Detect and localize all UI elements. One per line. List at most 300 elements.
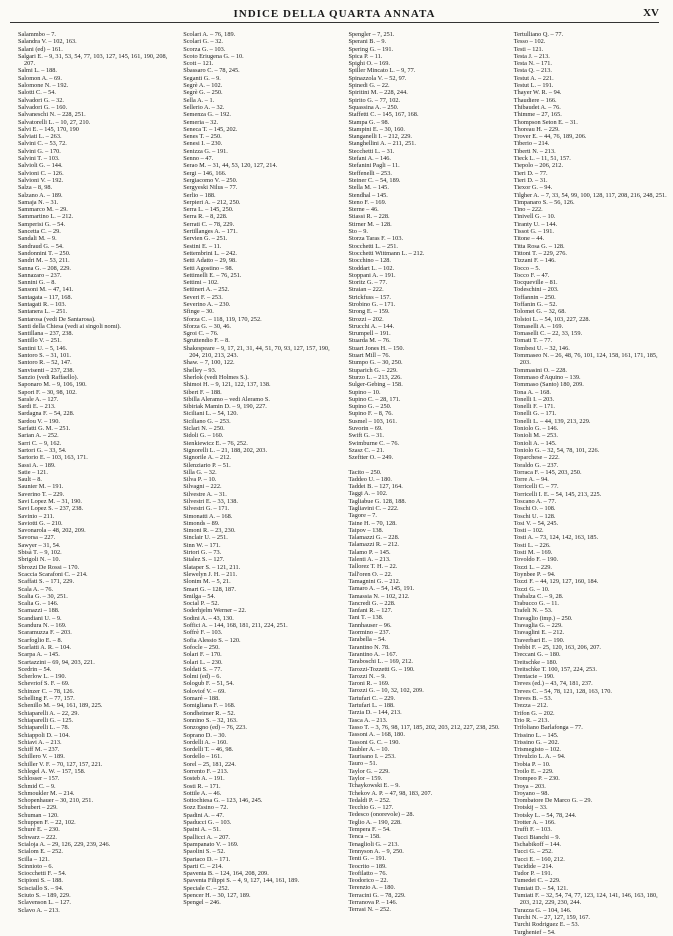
index-entry: Tumiati F. – 32, 54, 74, 77, 123, 124, 141, 146, 163, 180, 203, 212, 229, 230, 244. <box>513 892 658 907</box>
index-entry: Serao M. – 31, 44, 53, 120, 127, 214. <box>183 162 278 170</box>
index-entry: Silva P. – 10. <box>183 476 217 484</box>
index-entry: Santanera L. – 251. <box>18 308 68 316</box>
index-entry: Stendhal – 145. <box>348 191 388 199</box>
index-entry: Sforza G. – 30, 46. <box>183 322 231 330</box>
index-entry: Strobino G. – 171. <box>348 300 396 308</box>
index-entry: Stefanini Pagli – 11. <box>348 162 400 170</box>
index-entry: Testa J. – 213. <box>513 52 550 60</box>
index-entry: Scisciallo S. – 94. <box>18 884 64 892</box>
index-entry: Schelling F. – 77, 157. <box>18 695 75 703</box>
index-entry: Tizzani F. – 146. <box>513 257 556 265</box>
index-entry: Spighi O. – 169. <box>348 60 390 68</box>
index-entry: Tiberio – 214. <box>513 140 550 148</box>
index-entry: Stampini E. – 30, 160. <box>348 125 405 133</box>
index-entry: Testa Q. – 213. <box>513 67 552 75</box>
index-entry: Sancetta C. – 29. <box>18 228 61 236</box>
index-entry: Sozz Essino – 72. <box>183 804 229 812</box>
index-entry: Tenca – 158. <box>348 833 381 841</box>
index-entry: Sologub F. – 51, 54. <box>183 680 235 688</box>
index-entry: Tozzi F. – 44, 129, 127, 160, 184. <box>513 578 599 586</box>
index-entry: Sperani B. – 9. <box>348 38 387 46</box>
index-entry: Tancredi G. – 228. <box>348 599 396 607</box>
index-entry: Thoreau H. – 229. <box>513 125 560 133</box>
index-entry: Straian – 222. <box>348 286 384 294</box>
index-entry: Scedrin – 54. <box>18 665 52 673</box>
index-entry: Trissino G. – 202. <box>513 738 560 746</box>
index-entry: Somaré – 188. <box>183 695 220 703</box>
index-entry: Tommasini O. – 228. <box>513 366 568 374</box>
index-entry: Tonelli L. – 44, 139, 213, 229. <box>513 417 591 425</box>
index-entry: Tucci Bianchi – 9. <box>513 833 561 841</box>
index-entry: Scaffati S. – 171, 229. <box>18 578 75 586</box>
index-entry: Scolari A. – 76, 189. <box>183 31 236 38</box>
index-entry: Sanvisenti – 237, 238. <box>18 366 75 374</box>
index-entry: Santoro S. – 31, 101. <box>18 352 72 360</box>
index-entry: Sardou V. – 190. <box>18 417 60 425</box>
index-entry: Tannhauser – 96. <box>348 621 392 629</box>
page-title: INDICE DELLA QUARTA ANNATA <box>233 8 436 20</box>
index-entry: Sarale A. – 127. <box>18 395 59 403</box>
index-entry: Soffici A. – 144, 168, 181, 211, 224, 251. <box>183 622 288 630</box>
index-entry: Susmel – 103, 161. <box>348 417 397 425</box>
index-entry: Salvatorelli L. – 10, 27, 210. <box>18 118 91 126</box>
index-entry: Tolstoi L. – 54, 103, 227, 228. <box>513 315 591 323</box>
index-entry: Seganti G. – 9. <box>183 74 221 82</box>
index-entry: Signorelli L. – 21, 188, 202, 203. <box>183 446 268 454</box>
index-entry: Taine H. – 70, 128. <box>348 519 397 527</box>
index-entry: Strickfuss – 157. <box>348 293 392 301</box>
index-entry: Tucci G. – 252. <box>513 848 553 856</box>
index-entry: Shelley – 93. <box>183 366 217 374</box>
index-entry: Tagliavini C. – 222. <box>348 505 399 512</box>
index-entry: Simonatti A. – 168. <box>183 512 233 520</box>
index-entry: Sturzo L. – 213, 226. <box>348 373 402 381</box>
index-entry: Torraca F. – 145, 203, 250. <box>513 468 582 476</box>
index-entry: Torricelli I. E. – 54, 145, 213, 225. <box>513 490 602 498</box>
index-entry: Samperisi G. – 54. <box>18 220 66 228</box>
index-entry: Trebbi F. – 25, 120, 163, 206, 207. <box>513 643 602 651</box>
index-entry: Terenzio A. – 180. <box>348 884 396 892</box>
index-entry: Tocco – 5. <box>513 264 541 272</box>
index-entry: Spirito G. – 77, 102. <box>348 96 401 104</box>
index-entry: Sciocchetti F. – 54. <box>18 870 67 878</box>
index-entry: Trotter A. – 166. <box>513 819 556 827</box>
index-entry: Servien G. – 251. <box>183 235 228 243</box>
index-entry: Simonds – 89. <box>183 519 220 527</box>
index-entry: Sciuto S. – 189, 229. <box>18 892 71 900</box>
index-entry: Salani (ed) – 161. <box>18 45 63 53</box>
index-entry: Tosti – 102. <box>513 527 544 535</box>
index-entry: Scala A. – 76. <box>18 585 54 593</box>
index-entry: Sorel – 25, 181, 224. <box>183 760 236 768</box>
index-entry: Scott – 121. <box>183 60 214 68</box>
index-entry: Scalia G. – 30, 251. <box>18 592 68 600</box>
index-entry: Stoppani A. – 191. <box>348 271 396 279</box>
index-entry: Scorza G. – 103. <box>183 45 226 53</box>
index-entry: Stumpo G. – 30, 250. <box>348 359 403 367</box>
index-entry: Spaini A. – 51. <box>183 826 221 834</box>
index-entry: Tarabella – 54. <box>348 636 386 644</box>
index-entry: Schiaparelli L. – 78. <box>18 724 70 732</box>
index-entry: Schiappoli D. – 104. <box>18 731 70 739</box>
index-entry: Schiavi A. – 213. <box>18 738 62 746</box>
index-entry: Tchaykowski E. – 9. <box>348 782 401 790</box>
index-entry: Tocco F. – 47. <box>513 271 550 279</box>
index-entry: Stuart Mill – 76. <box>348 352 391 360</box>
index-entry: Sclavo A. – 213. <box>18 906 60 914</box>
index-entry: Supino F. – 8, 76. <box>348 410 393 418</box>
index-entry: Tedaldi P. – 252. <box>348 796 391 804</box>
index-entry: Spartaco D. – 171. <box>183 855 231 863</box>
index-entry: Thibaudet A. – 76. <box>513 103 561 111</box>
index-entry: Tassoni G. C. – 190. <box>348 738 401 746</box>
index-entry: Scalia G. – 146. <box>18 600 59 608</box>
index-entry: Sannazaro – 237. <box>18 271 62 279</box>
index-entry: Tosti L. – 226. <box>513 541 551 549</box>
index-entry: Sparti C. – 214. <box>183 862 223 870</box>
index-entry: Stoddart L. – 102. <box>348 264 395 272</box>
index-entry: Stirner M. – 128. <box>348 220 392 228</box>
index-entry: Sammarco M. – 29. <box>18 206 68 214</box>
index-entry: Strozzi – 202. <box>348 315 384 323</box>
index-entry: Terracini G. – 78, 229. <box>348 891 406 899</box>
index-entry: Siciliani L. – 54, 120. <box>183 410 238 418</box>
index-entry: Tesso – 102. <box>513 38 546 46</box>
index-entry: Samaja N. – 31. <box>18 198 59 206</box>
index-entry: Sertillanges A. – 171. <box>183 228 238 236</box>
index-entry: Tissot G. – 191. <box>513 228 554 236</box>
index-entry: Traverbari E. – 190. <box>513 636 565 644</box>
index-entry: Sansoni M. – 47, 141. <box>18 286 74 294</box>
index-entry: Savi Lopez S. – 237, 238. <box>18 505 84 513</box>
index-entry: Sottile A. – 46. <box>183 789 222 797</box>
index-entry: Sawyer – 31, 54. <box>18 541 61 549</box>
index-entry: Stampa G. – 98. <box>348 118 390 126</box>
index-entry: Toynbee P. – 94. <box>513 570 556 578</box>
index-entry: Santagata – 117, 168. <box>18 293 73 301</box>
index-entry: Scilla – 121. <box>18 855 50 863</box>
index-entry: Tallorez T. H. – 22. <box>348 563 398 571</box>
index-entry: Stiassi R. – 228. <box>348 213 390 221</box>
index-entry: Tarozzi N. – 9. <box>348 672 387 680</box>
index-entry: Stella M. – 145. <box>348 184 389 192</box>
index-entry: Scarpa A. – 145. <box>18 651 60 659</box>
index-entry: Tomaselli A. – 169. <box>513 322 564 330</box>
index-entry: Supino G. – 250. <box>348 403 392 411</box>
index-entry: Toraldo G. – 237. <box>513 461 559 469</box>
index-entry: Schillero V. – 189. <box>18 753 65 761</box>
index-entry: Soldati S. – 77. <box>183 665 222 673</box>
index-entry: Soprano D. – 30. <box>183 731 227 739</box>
index-entry: Tudor P. – 191. <box>513 870 553 878</box>
index-entry: Tosi V. – 54, 245. <box>513 519 559 527</box>
index-entry: Social P. – 52. <box>183 600 220 608</box>
index-entry: Sterne – 46. <box>348 206 379 214</box>
index-entry: Schopenhauer – 30, 210, 251. <box>18 797 94 805</box>
index-entry: Tiepolo – 206, 212. <box>513 162 564 170</box>
index-entry: Scamazzi – 188. <box>18 607 60 615</box>
index-entry: Tarzia D. – 144, 213. <box>348 709 402 717</box>
index-entry: Trafeli N. – 53. <box>513 607 553 615</box>
index-entry: Sgruttendio F. – 8. <box>183 337 230 345</box>
index-entry: Santi della Chiesa (vedi ai singoli nomi). <box>18 322 122 330</box>
index-entry: Tartufari C. – 229. <box>348 694 396 702</box>
index-entry: Solari F. – 170. <box>183 651 222 659</box>
index-entry: Tonioli A. – 145. <box>513 439 557 447</box>
index-entry: Testut A. – 221. <box>513 74 554 82</box>
index-entry: Sibiriak Mamin D. – 9, 190, 227. <box>183 403 267 411</box>
index-entry: Schwarz – 222. <box>18 833 57 841</box>
index-entry: Shaw. – 7, 100, 122. <box>183 359 235 367</box>
index-entry: Scinnioto – 6. <box>18 862 54 870</box>
index-entry: Saviotti G. – 210. <box>18 519 63 527</box>
index-entry: Salomon A. – 69. <box>18 74 62 82</box>
index-entry: Scarfoglio E. – 8. <box>18 636 63 644</box>
index-entry: Schinzer C. – 78, 126. <box>18 687 75 695</box>
index-entry: Sassi A. – 189. <box>18 461 56 469</box>
index-entry: Smart G. – 128, 187. <box>183 585 236 593</box>
index-entry: Talamazzi G. – 228. <box>348 534 400 542</box>
index-entry: Slataper S. – 121, 211. <box>183 563 241 571</box>
index-entry: Travaglio (imp.) – 250. <box>513 614 573 622</box>
index-entry: Spengel – 246. <box>183 899 221 907</box>
index-entry: Supino – 10. <box>348 388 381 396</box>
index-entry: Tenaglioli G. – 213. <box>348 840 399 848</box>
index-entry: Schuman – 120. <box>18 811 59 819</box>
index-entry: Spallicci A. – 207. <box>183 833 230 841</box>
index-entry: Tecchio G. – 127. <box>348 804 394 812</box>
index-entry: Tarantino N. 78. <box>348 643 390 651</box>
index-entry: Salvioli G. – 144. <box>18 162 63 170</box>
index-entry: Settineri A. – 252. <box>183 286 230 294</box>
index-entry: Santagati R. – 103. <box>18 300 67 308</box>
index-entry: Tomati T. – 77. <box>513 337 553 345</box>
index-entry: Sergi – 146, 166. <box>183 169 227 177</box>
index-entry: Sitalez S. – 127. <box>183 556 225 564</box>
index-entry: Titta Rosa G. – 128. <box>513 242 565 250</box>
index-entry: Tinivell G. – 10. <box>513 213 556 221</box>
index-entry: Sto – 9. <box>348 228 368 236</box>
index-entry: Toniolo G. – 32, 54, 78, 101, 226. <box>513 446 600 454</box>
index-entry: Soloviof V. – 69. <box>183 687 226 695</box>
index-entry: Toscano A. – 77. <box>513 498 557 505</box>
index-entry: Swift G. – 31. <box>348 432 385 440</box>
index-entry: Sherlok (vedi Holmes S.). <box>183 373 249 381</box>
index-entry: Stuparich G. – 229. <box>348 366 398 374</box>
index-entry: Tolomei G. – 32, 68. <box>513 308 566 316</box>
index-entry: Trompeo P. – 230. <box>513 775 560 783</box>
index-entry: Testa N. – 171. <box>513 60 552 68</box>
index-entry: Staffetti C. – 145, 167, 168. <box>348 111 419 119</box>
index-entry: Trio R. – 213. <box>513 716 550 724</box>
index-entry: Serrati C. – 78, 229. <box>183 220 235 228</box>
index-entry: Schiff M. – 237. <box>18 746 60 754</box>
index-entry: Sandri M. – 53, 211. <box>18 257 70 265</box>
index-entry: Silvestri G. – 171. <box>183 505 230 513</box>
index-entry: Tiranty U. – 144. <box>513 220 558 228</box>
index-entry: Scaramuzza F. – 203. <box>18 629 72 637</box>
index-entry: Setti Adatto – 29, 98. <box>183 257 237 265</box>
index-entry: Serpieri A. – 212, 250. <box>183 198 241 206</box>
index-entry: Stecchetti L. – 31. <box>348 147 395 155</box>
index-entry: Tucidide – 214. <box>513 862 554 870</box>
index-entry: Settimelli E. – 76, 251. <box>183 271 242 279</box>
index-entry: Settembrini L. – 242. <box>183 249 237 257</box>
index-entry: Sandali M. – 9. <box>18 235 57 243</box>
index-entry: Seneca T. – 145, 202. <box>183 125 238 133</box>
index-entry: Signorile A. – 212. <box>183 454 232 462</box>
index-entry: Scartazzini – 69, 94, 203, 221. <box>18 658 95 666</box>
index-entry: Tartufari L. – 188. <box>348 702 395 710</box>
index-entry: Steno F. – 169. <box>348 198 387 206</box>
index-entry: Treves C. – 54, 78, 121, 128, 163, 170. <box>513 687 612 695</box>
index-entry: Sordelli T. – 46, 98. <box>183 746 234 754</box>
index-entry: Tedesco (onorevole) – 28. <box>348 811 415 819</box>
index-entry: Senizza G. – 191. <box>183 147 228 155</box>
index-entry: Sonnino S. – 32, 163. <box>183 716 238 724</box>
index-entry: Santillo V. – 251. <box>18 337 62 345</box>
index-entry: Schuppen F. – 22, 102. <box>18 819 76 827</box>
index-entry: Treves B. – 53. <box>513 695 553 703</box>
index-entry: Siciliano G. – 253. <box>183 417 231 425</box>
index-entry: Sgroi C. – 76. <box>183 330 219 338</box>
index-entry: Trombatore De Marco G. – 29. <box>513 797 593 805</box>
index-entry: Tilgher A. – 7, 33, 54, 99, 100, 128, 117, 208, 216, 248, 251. <box>513 191 667 199</box>
index-entry: Tarantino A. – 167. <box>348 650 398 658</box>
index-entry: Steiner C. – 54, 189. <box>348 176 401 184</box>
index-entry: Sarfatti G. M. – 251. <box>18 425 71 433</box>
index-entry: Sibert F. – 188. <box>183 388 222 396</box>
page-number: XV <box>643 7 659 19</box>
index-entry: Scarlatti A. R. – 104. <box>18 643 71 651</box>
index-entry: Senno – 47. <box>183 155 214 163</box>
index-entry: Solmi (ed) – 6. <box>183 673 222 681</box>
index-entry: Sofocle – 250. <box>183 643 220 651</box>
index-entry: Salzano A. – 189. <box>18 191 63 199</box>
index-entry: Sartori G. – 33, 54. <box>18 446 67 454</box>
index-entry: Savi Lopez M. – 31, 190. <box>18 498 83 505</box>
index-entry: Tommaseo N. – 26, 48, 76, 101, 124, 158, 161, 171, 185, 203. <box>513 352 658 367</box>
index-entry: Schlegel A. W. – 157, 158. <box>18 767 86 775</box>
index-entry: Tomaselli C. – 22, 33, 159. <box>513 330 583 338</box>
index-entry: Scherlow L. – 190. <box>18 673 67 681</box>
index-entry: Slewelyn J. H. – 211. <box>183 570 238 578</box>
index-entry: Spinedi G. – 22. <box>348 82 390 90</box>
index-entry: Sandonnini T. – 250. <box>18 249 71 257</box>
index-entry: Trover E. – 44, 76, 189, 206. <box>513 133 587 141</box>
index-entry: Talamazzi R. – 212. <box>348 541 399 549</box>
index-entry: Thayer W. R. – 94. <box>513 89 562 97</box>
index-entry: Sulger-Gebing – 158. <box>348 381 403 389</box>
index-column-3 <box>348 31 502 914</box>
index-entry: Salvadori G. – 160. <box>18 103 68 111</box>
index-entry: Settimi – 102. <box>183 279 219 287</box>
index-entry: Szeftter O. – 249. <box>348 454 394 462</box>
index-entry: Thompson Seton E. – 31. <box>513 118 578 126</box>
index-entry: Trabalza C. – 9, 28. <box>513 592 564 600</box>
index-entry: Talenti A. – 213. <box>348 556 391 564</box>
index-entry: Shimoi H. – 9, 121, 122, 137, 138. <box>183 381 271 389</box>
index-entry: Thimme – 27, 165. <box>513 111 562 119</box>
index-entry: Timpanaro S. – 56, 126. <box>513 198 575 206</box>
index-entry: Strumpell – 191. <box>348 330 391 338</box>
index-entry: Sergiacomo V. – 250. <box>183 176 238 184</box>
index-entry: Salza – 8, 98. <box>18 184 53 192</box>
index-entry: Stuarda M. – 76. <box>348 337 391 345</box>
index-entry: Tovoldo F. – 190. <box>513 556 559 564</box>
index-entry: Saponaro M. – 9, 106, 190. <box>18 381 87 389</box>
index-entry: Troya – 203. <box>513 782 546 790</box>
index-entry: Spaventa B. – 124, 164, 208, 209. <box>183 870 269 878</box>
index-entry: Trotsky L. – 54, 78, 244. <box>513 811 577 819</box>
index-entry: Salmi L. – 188. <box>18 67 58 75</box>
index-entry: Schiaparelli G. – 125. <box>18 716 74 724</box>
index-entry: Tenti G. – 191. <box>348 855 387 863</box>
index-entry: Tieck L. – 11, 51, 157. <box>513 155 571 163</box>
index-entry: Trentacie – 190. <box>513 673 555 681</box>
index-entry: Salomone N. – 192. <box>18 82 69 90</box>
index-entry: Torricelli C. – 77. <box>513 483 559 491</box>
index-entry: Squassina A. – 250. <box>348 103 399 111</box>
index-entry: Scandura N. – 169. <box>18 622 67 630</box>
index-entry: Spencer H. – 30, 127, 189. <box>183 892 251 900</box>
index-entry: Salvi E. – 145, 170, 190 <box>18 125 79 133</box>
index-entry: Solari L. – 230. <box>183 658 223 666</box>
index-entry: Travaglini E. – 212. <box>513 629 565 637</box>
index-entry: Truffi F. – 103. <box>513 826 552 834</box>
index-entry: Taddeo U. – 180. <box>348 475 392 483</box>
index-entry: Sellerio A. – 32. <box>183 103 225 111</box>
index-entry: Tamaro A. – 54, 145, 191. <box>348 585 415 593</box>
index-entry: Tamassia N. – 102, 212. <box>348 592 410 600</box>
index-entry: Semeria – 32. <box>183 118 219 126</box>
index-column-1 <box>18 31 171 914</box>
index-entry: Salvioni C. – 126. <box>18 169 64 177</box>
index-entry: Trabucco G. – 11. <box>513 600 559 608</box>
index-entry: Sinclair U. – 251. <box>183 534 228 542</box>
index-entry: Teocrito – 189. <box>348 862 387 870</box>
index-entry: Strucchi A. – 144. <box>348 322 395 330</box>
index-entry: Sestini E. – 11. <box>183 242 222 250</box>
index-entry: Sordelli A. – 160. <box>183 738 228 746</box>
index-entry: Savinio – 211. <box>18 512 55 520</box>
index-entry: Segrè G. – 250. <box>183 89 223 97</box>
index-entry: Turazza G. – 104, 146. <box>513 906 572 914</box>
index-entry: Spica P. – 11. <box>348 52 383 60</box>
index-entry: Tommaso d'Aquino – 139. <box>513 373 581 381</box>
index-entry: Sienkiewicz E. – 76, 252. <box>183 439 248 447</box>
index-entry: Salgari E. – 9, 31, 53, 54, 77, 103, 127, 145, 161, 190, 208, 207. <box>18 52 168 68</box>
index-entry: Schmoukler M. – 214. <box>18 789 75 797</box>
index-entry: Tschabikoff – 144. <box>513 840 561 848</box>
index-entry: Tonelli I. – 203. <box>513 395 555 403</box>
index-entry: Travaglia G. – 229. <box>513 622 563 630</box>
index-entry: Trotskij – 33. <box>513 804 548 812</box>
index-entry: Spengler – 7, 251. <box>348 31 395 38</box>
index-entry: Sbrigoli N. – 10. <box>18 556 61 564</box>
index-entry: Salviati L. – 263. <box>18 133 62 141</box>
index-entry: Troyano – 98. <box>513 789 550 797</box>
index-entry: Tieri D. – 31. <box>513 176 548 184</box>
index-entry: Sandraud G. – 54. <box>18 242 64 250</box>
index-entry: Schmid C. – 9. <box>18 782 56 790</box>
index-entry: Taubler A. – 10. <box>348 745 390 753</box>
index-entry: Treves (ed.) – 43, 74, 181, 237. <box>513 680 593 688</box>
index-entry: Schevriof S. F. – 69. <box>18 680 70 688</box>
index-entry: Tozzi L. – 229. <box>513 563 552 571</box>
index-entry: Scandiani U. – 9. <box>18 614 62 622</box>
index-entry: Teglio A. – 190, 228. <box>348 818 402 826</box>
